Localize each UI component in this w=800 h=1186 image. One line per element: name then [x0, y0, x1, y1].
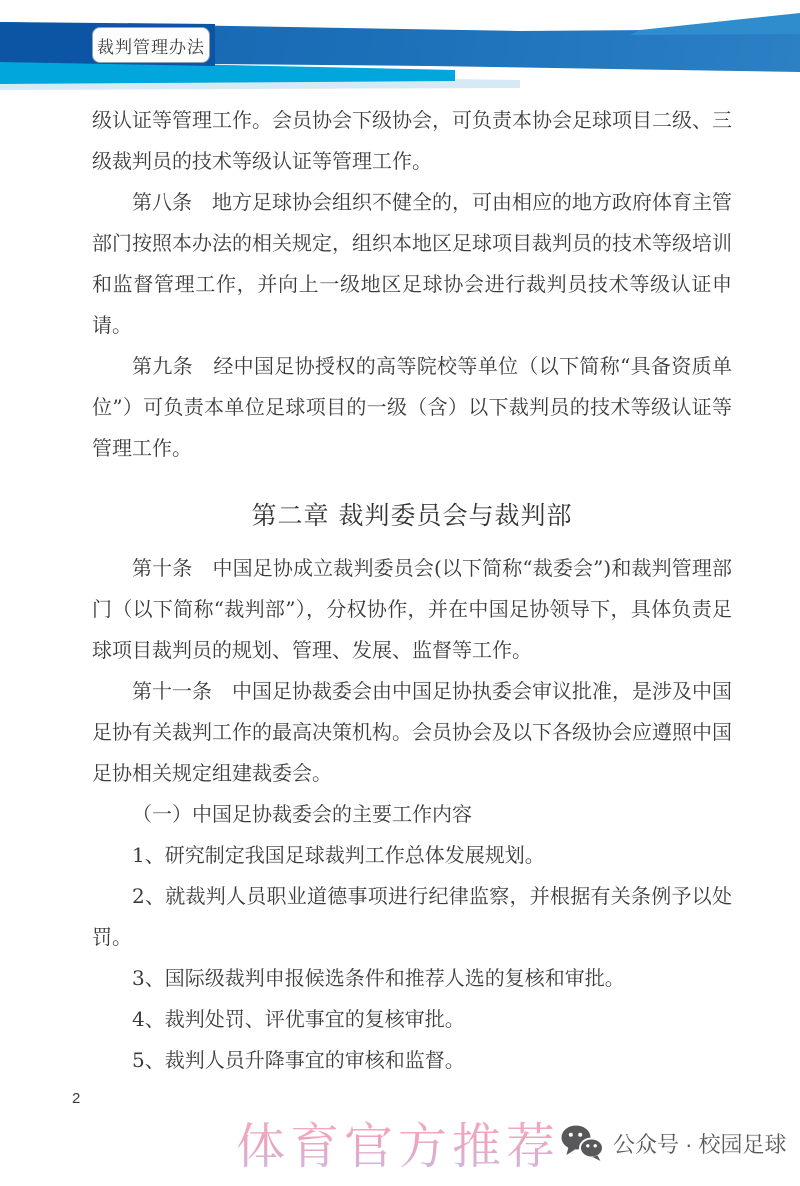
chapter-heading: 第二章 裁判委员会与裁判部 — [251, 501, 573, 530]
list-item-1: 1、研究制定我国足球裁判工作总体发展规划。 — [132, 843, 545, 867]
paragraph-article-8: 第八条 地方足球协会组织不健全的，可由相应的地方政府体育主管部门按照本办法的相关规定，组织本地区足球项目裁判员的技术等级培训和监督管理工作，并向上一级地区足球协会进行裁判员技术等级认证申请。 — [92, 190, 732, 337]
wechat-icon — [560, 1124, 604, 1162]
paragraph-article-11: 第十一条 中国足协裁委会由中国足协执委会审议批准，是涉及中国足协有关裁判工作的最高决策机构。会员协会及以下各级协会应遵照中国足协相关规定组建裁委会。 — [92, 679, 732, 785]
wechat-account-label: 公众号 · 校园足球 — [613, 1131, 787, 1157]
document-title-label: 裁判管理办法 — [97, 37, 205, 58]
list-item-3: 3、国际级裁判申报候选条件和推荐人选的复核和审批。 — [132, 966, 625, 990]
header-banner — [0, 0, 800, 96]
paragraph-section-1-title: （一）中国足协裁委会的主要工作内容 — [132, 802, 472, 826]
page-number: 2 — [72, 1090, 81, 1107]
paragraph-article-10: 第十条 中国足协成立裁判委员会(以下简称“裁委会”)和裁判管理部门（以下简称“裁判部”），分权协作，并在中国足协领导下，具体负责足球项目裁判员的规划、管理、发展、监督等工作。 — [92, 556, 732, 662]
paragraph-continuation: 级认证等管理工作。会员协会下级协会，可负责本协会足球项目二级、三级裁判员的技术等级认证等管理工作。 — [92, 108, 732, 173]
list-item-5: 5、裁判人员升降事宜的审核和监督。 — [132, 1048, 465, 1072]
wechat-footer — [560, 1124, 787, 1162]
document-body — [92, 100, 732, 1081]
list-item-4: 4、裁判处罚、评优事宜的复核审批。 — [132, 1007, 465, 1031]
document-title-badge — [92, 27, 210, 63]
list-item-2: 2、就裁判人员职业道德事项进行纪律监察，并根据有关条例予以处罚。 — [92, 884, 732, 949]
watermark-text: 体育官方推荐 — [236, 1108, 560, 1178]
paragraph-article-9: 第九条 经中国足协授权的高等院校等单位（以下简称“具备资质单位”）可负责本单位足球项目的一级（含）以下裁判员的技术等级认证等管理工作。 — [92, 354, 732, 460]
